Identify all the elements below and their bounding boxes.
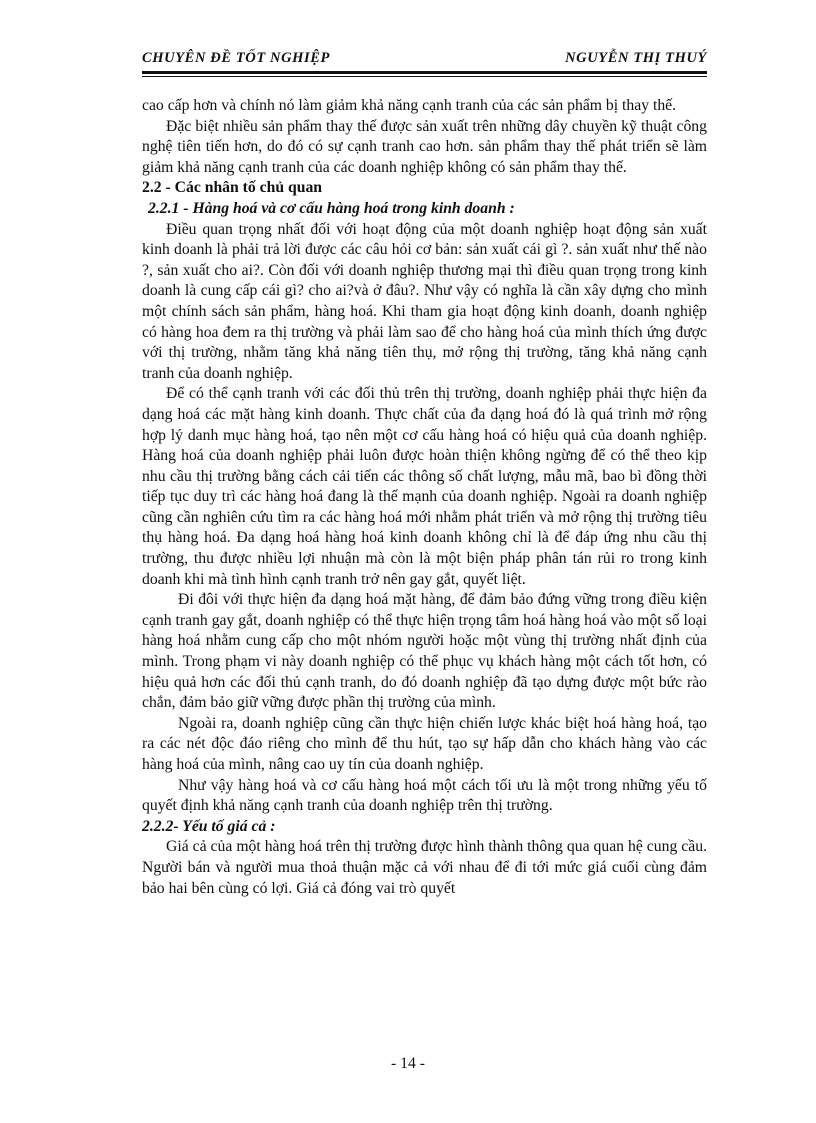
subsection-heading: 2.2.1 - Hàng hoá và cơ cấu hàng hoá trong kinh doanh : bbox=[148, 199, 515, 217]
paragraph: Đi đôi với thực hiện đa dạng hoá mặt hàng, để đảm bảo đứng vững trong điều kiện cạnh tranh gay gắt, doanh nghiệp có thể thực hiện trọng tâm hoá hàng hoá vào một số loại hàng hoá nhằm cung cấp cho một nhóm người hoặc một vùng thị trường nhất định của mình. Trong phạm vi này doanh nghiệp có thể phục vụ khách hàng một cách tốt hơn, có hiệu quả hơn các đối thủ cạnh tranh, do đó doanh nghiệp đã tạo dựng được một bức rào chắn, đảm bảo giữ vững được phần thị trường của mình. bbox=[142, 591, 707, 712]
paragraph: Điều quan trọng nhất đối với hoạt động của một doanh nghiệp hoạt động sản xuất kinh doanh là phải trả lời được các câu hỏi cơ bản: sản xuất cái gì ?. sản xuất như thế nào ?, sản xuất cho ai?. Còn đối với doanh nghiệp thương mại thì điều quan trọng trong kinh doanh là cung cấp cái gì? cho ai?và ở đâu?. Như vậy có nghĩa là cần xây dựng cho mình một chính sách sản phẩm, hàng hoá. Khi tham gia hoạt động kinh doanh, doanh nghiệp có hàng hoa đem ra thị trường và phải làm sao để cho hàng hoá của mình thích ứng được với thị trường, nhằm tăng khả năng tiên thụ, mở rộng thị trường, tăng khả năng cạnh tranh của doanh nghiệp. bbox=[142, 220, 707, 382]
section-heading: 2.2 - Các nhân tố chủ quan bbox=[142, 179, 323, 197]
header-rule-thin bbox=[142, 76, 707, 77]
subsection-heading: 2.2.2- Yếu tố giá cả : bbox=[142, 817, 276, 835]
paragraph: Ngoài ra, doanh nghiệp cũng cần thực hiện chiến lược khác biệt hoá hàng hoá, tạo ra các nét độc đáo riêng cho mình để thu hút, tạo sự hấp dẫn cho khách hàng vào các hàng hoá của mình, nâng cao uy tín của doanh nghiệp. bbox=[142, 714, 707, 773]
paragraph: Đặc biệt nhiều sản phẩm thay thế được sản xuất trên những dây chuyền kỹ thuật công nghệ tiên tiến hơn, do đó có sự cạnh tranh cao hơn. sản phẩm thay thế phát triển sẽ làm giảm khả năng cạnh tranh của các doanh nghiệp không có sản phẩm thay thế. bbox=[142, 117, 707, 176]
paragraph: Để có thể cạnh tranh với các đối thủ trên thị trường, doanh nghiệp phải thực hiện đa dạng hoá các mặt hàng kinh doanh. Thực chất của đa dạng hoá đó là quá trình mở rộng hợp lý danh mục hàng hoá, tạo nên một cơ cấu hàng hoá có hiệu quả của doanh nghiệp. Hàng hoá của doanh nghiệp phải luôn được hoàn thiện không ngừng để có thể theo kịp nhu cầu thị trường bằng cách cải tiến các thông số chất lượng, mẫu mã, bao bì đồng thời tiếp tục duy trì các hàng hoá đang là thế mạnh của doanh nghiệp. Ngoài ra doanh nghiệp cũng cần nghiên cứu tìm ra các hàng hoá mới nhằm phát triển và mở rộng thị trường tiêu thụ hàng hoá. Đa dạng hoá hàng hoá kinh doanh không chỉ là để đáp ứng nhu cầu thị trường, thu được nhiều lợi nhuận mà còn là một biện pháp phân tán rủi ro trong kinh doanh khi mà tình hình cạnh tranh trở nên gay gắt, quyết liệt. bbox=[142, 385, 707, 588]
page-number: - 14 - bbox=[391, 1055, 425, 1072]
header-author: NGUYỄN THỊ THUÝ bbox=[565, 50, 707, 66]
paragraph: Giá cả của một hàng hoá trên thị trường được hình thành thông qua quan hệ cung cầu. Người bán và người mua thoả thuận mặc cả với nhau để đi tới mức giá cuối cùng đảm bảo hai bên cùng có lợi. Giá cả đóng vai trò quyết bbox=[142, 838, 707, 897]
header-title: CHUYÊN ĐỀ TỐT NGHIỆP bbox=[142, 50, 331, 66]
header-rule-thick bbox=[142, 71, 707, 74]
page-body bbox=[142, 96, 707, 899]
running-header bbox=[142, 50, 707, 67]
paragraph: Như vậy hàng hoá và cơ cấu hàng hoá một cách tối ưu là một trong những yếu tố quyết định khả năng cạnh tranh của doanh nghiệp trên thị trường. bbox=[142, 776, 707, 815]
paragraph-continued: cao cấp hơn và chính nó làm giảm khả năng cạnh tranh của các sản phẩm bị thay thế. bbox=[142, 97, 677, 114]
